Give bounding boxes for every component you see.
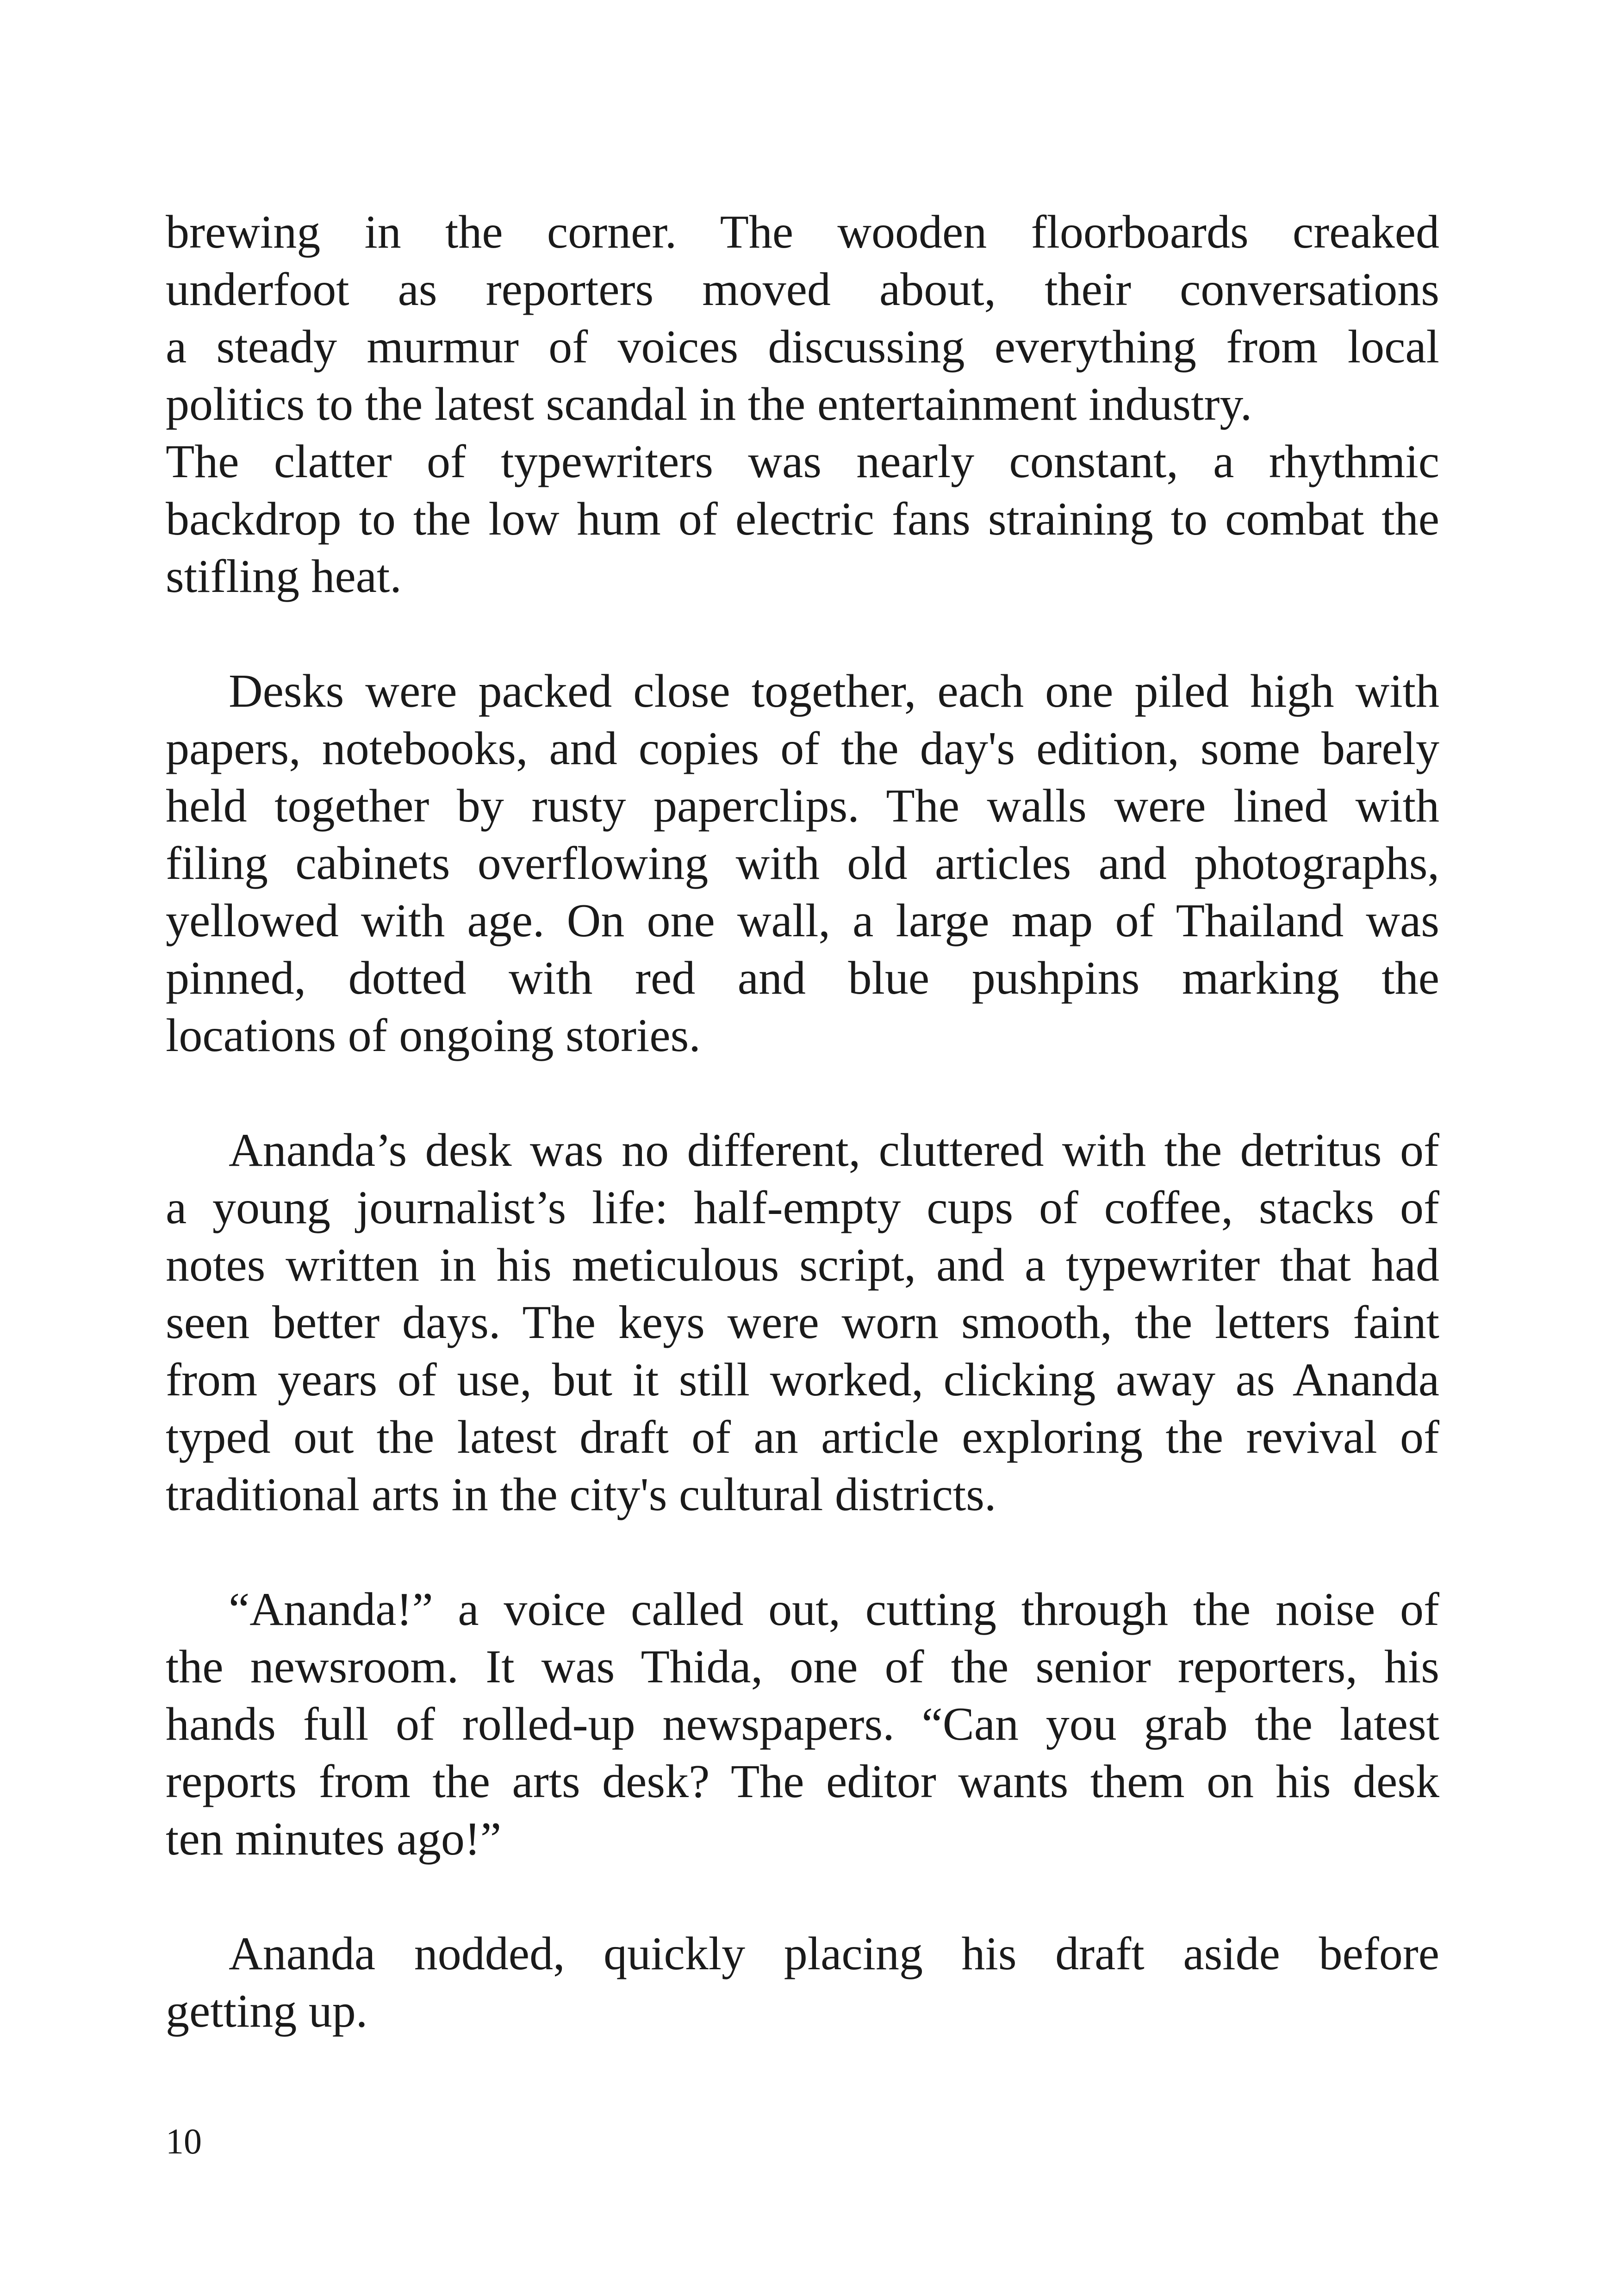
text-line: The clatter of typewriters was nearly constant, a rhythmic bbox=[166, 436, 1439, 488]
text-line: held together by rusty paperclips. The walls were lined with bbox=[166, 780, 1439, 832]
text-line: ten minutes ago!” bbox=[166, 1813, 502, 1865]
paragraph-1 bbox=[166, 204, 1439, 433]
text-line: reports from the arts desk? The editor wants them on his desk bbox=[166, 1755, 1439, 1808]
body-text bbox=[166, 204, 1439, 2040]
text-line: seen better days. The keys were worn smooth, the letters faint bbox=[166, 1296, 1439, 1349]
text-line: Ananda nodded, quickly placing his draft aside before bbox=[229, 1928, 1439, 1980]
page-number: 10 bbox=[166, 2121, 202, 2161]
text-line: a steady murmur of voices discussing everything from local bbox=[166, 321, 1439, 373]
text-line: notes written in his meticulous script, and a typewriter that had bbox=[166, 1239, 1439, 1291]
text-line: brewing in the corner. The wooden floorboards creaked bbox=[166, 206, 1439, 258]
text-line: yellowed with age. On one wall, a large map of Thailand was bbox=[166, 895, 1439, 947]
text-line: traditional arts in the city's cultural districts. bbox=[166, 1468, 996, 1521]
text-line: getting up. bbox=[166, 1985, 368, 2037]
text-line: stifling heat. bbox=[166, 550, 402, 603]
text-line: Ananda’s desk was no different, cluttered with the detritus of bbox=[229, 1124, 1439, 1176]
text-line: “Ananda!” a voice called out, cutting through the noise of bbox=[229, 1583, 1439, 1636]
text-line: politics to the latest scandal in the entertainment industry. bbox=[166, 378, 1252, 430]
text-line: typed out the latest draft of an article exploring the revival of bbox=[166, 1411, 1439, 1463]
text-line: filing cabinets overflowing with old articles and photographs, bbox=[166, 837, 1439, 890]
text-line: from years of use, but it still worked, clicking away as Ananda bbox=[166, 1354, 1439, 1406]
paragraph-4 bbox=[166, 1122, 1439, 1524]
text-line: pinned, dotted with red and blue pushpins marking the bbox=[166, 952, 1439, 1004]
text-line: locations of ongoing stories. bbox=[166, 1009, 701, 1062]
text-line: the newsroom. It was Thida, one of the senior reporters, his bbox=[166, 1641, 1439, 1693]
paragraph-6 bbox=[166, 1925, 1439, 2040]
paragraph-3 bbox=[166, 663, 1439, 1064]
text-line: hands full of rolled-up newspapers. “Can you grab the latest bbox=[166, 1698, 1439, 1750]
text-line: backdrop to the low hum of electric fans straining to combat the bbox=[166, 493, 1439, 545]
text-line: a young journalist’s life: half-empty cups of coffee, stacks of bbox=[166, 1182, 1439, 1234]
text-line: Desks were packed close together, each one piled high with bbox=[229, 665, 1439, 717]
paragraph-5 bbox=[166, 1581, 1439, 1868]
text-line: papers, notebooks, and copies of the day's edition, some barely bbox=[166, 722, 1439, 775]
paragraph-2 bbox=[166, 433, 1439, 605]
text-line: underfoot as reporters moved about, their conversations bbox=[166, 263, 1439, 316]
